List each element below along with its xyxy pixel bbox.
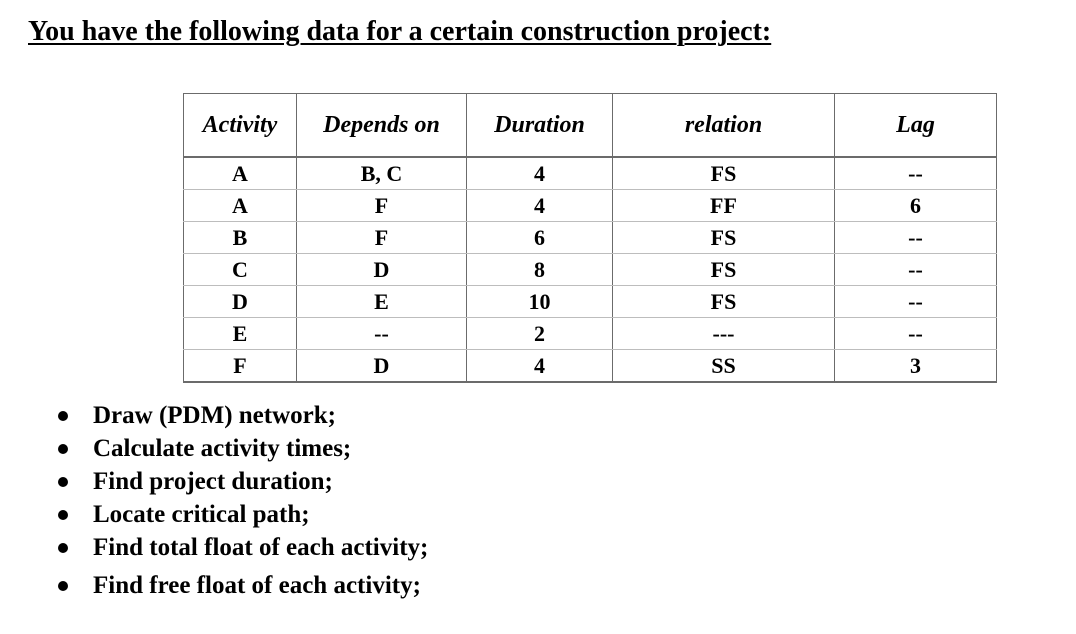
cell-relation: FS: [613, 286, 835, 318]
table-row: [184, 318, 997, 350]
cell-activity: D: [184, 286, 297, 318]
list-item: [56, 531, 428, 564]
page-title: You have the following data for a certain construction project:: [28, 16, 772, 47]
list-item: [56, 399, 428, 432]
cell-depends-on: F: [297, 190, 467, 222]
bullet-icon: [58, 411, 68, 421]
cell-depends-on: D: [297, 350, 467, 383]
cell-duration: 6: [467, 222, 613, 254]
task-text: Locate critical path;: [93, 501, 310, 528]
activity-table: [183, 93, 997, 383]
cell-depends-on: D: [297, 254, 467, 286]
cell-activity: A: [184, 190, 297, 222]
header-duration: Duration: [467, 94, 613, 158]
table-row: [184, 222, 997, 254]
cell-duration: 4: [467, 350, 613, 383]
cell-duration: 2: [467, 318, 613, 350]
bullet-icon: [58, 444, 68, 454]
cell-lag: --: [835, 318, 997, 350]
header-lag: Lag: [835, 94, 997, 158]
cell-lag: --: [835, 157, 997, 190]
list-item: [56, 498, 428, 531]
task-list: [56, 399, 428, 602]
task-text: Find free float of each activity;: [93, 572, 421, 599]
cell-duration: 4: [467, 157, 613, 190]
table-row: [184, 286, 997, 318]
bullet-icon: [58, 510, 68, 520]
cell-depends-on: F: [297, 222, 467, 254]
cell-duration: 8: [467, 254, 613, 286]
cell-activity: E: [184, 318, 297, 350]
table-row: [184, 190, 997, 222]
cell-duration: 10: [467, 286, 613, 318]
bullet-icon: [58, 581, 68, 591]
cell-activity: A: [184, 157, 297, 190]
table-header-row: [184, 94, 997, 158]
table-row: [184, 157, 997, 190]
cell-relation: SS: [613, 350, 835, 383]
cell-lag: --: [835, 254, 997, 286]
cell-lag: 3: [835, 350, 997, 383]
cell-relation: FS: [613, 254, 835, 286]
cell-activity: F: [184, 350, 297, 383]
header-activity: Activity: [184, 94, 297, 158]
header-depends-on: Depends on: [297, 94, 467, 158]
cell-depends-on: B, C: [297, 157, 467, 190]
header-relation: relation: [613, 94, 835, 158]
cell-activity: B: [184, 222, 297, 254]
cell-relation: FF: [613, 190, 835, 222]
list-item: [56, 569, 428, 602]
cell-activity: C: [184, 254, 297, 286]
cell-lag: --: [835, 286, 997, 318]
table-row: [184, 254, 997, 286]
cell-depends-on: --: [297, 318, 467, 350]
task-text: Calculate activity times;: [93, 435, 352, 462]
cell-depends-on: E: [297, 286, 467, 318]
table-row: [184, 350, 997, 383]
cell-lag: --: [835, 222, 997, 254]
cell-duration: 4: [467, 190, 613, 222]
task-text: Find total float of each activity;: [93, 534, 429, 561]
cell-lag: 6: [835, 190, 997, 222]
bullet-icon: [58, 543, 68, 553]
bullet-icon: [58, 477, 68, 487]
cell-relation: FS: [613, 222, 835, 254]
cell-relation: FS: [613, 157, 835, 190]
cell-relation: ---: [613, 318, 835, 350]
task-text: Draw (PDM) network;: [93, 402, 336, 429]
list-item: [56, 465, 428, 498]
list-item: [56, 432, 428, 465]
task-text: Find project duration;: [93, 468, 333, 495]
